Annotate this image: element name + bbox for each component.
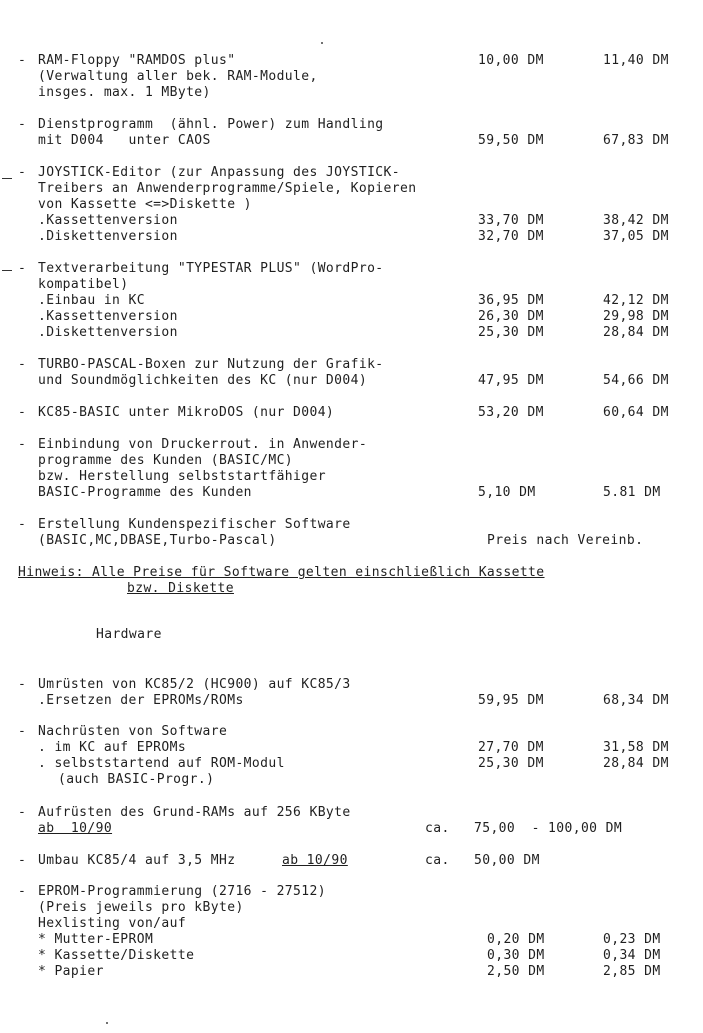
price-net: 47,95 DM <box>478 373 544 388</box>
bullet-dash: - <box>18 261 27 276</box>
item-line: RAM-Floppy "RAMDOS plus" <box>38 53 236 68</box>
price-gross: 2,85 DM <box>603 964 661 979</box>
item-line: KC85-BASIC unter MikroDOS (nur D004) <box>38 405 335 420</box>
item-line: BASIC-Programme des Kunden <box>38 485 252 500</box>
bullet-dash: - <box>18 357 27 372</box>
price-gross: 5.81 DM <box>603 485 661 500</box>
price-net: 33,70 DM <box>478 213 544 228</box>
price-gross: 28,84 DM <box>603 325 669 340</box>
price-net: 2,50 DM <box>487 964 545 979</box>
price-gross: 54,66 DM <box>603 373 669 388</box>
item-line: programme des Kunden (BASIC/MC) <box>38 453 294 468</box>
item-line: und Soundmöglichkeiten des KC (nur D004) <box>38 373 368 388</box>
item-line: von Kassette <=>Diskette ) <box>38 197 252 212</box>
item-line: Dienstprogramm (ähnl. Power) zum Handling <box>38 117 384 132</box>
availability-date: ab 10/90 <box>282 853 348 868</box>
price-gross: 31,58 DM <box>603 740 669 755</box>
price-gross: 60,64 DM <box>603 405 669 420</box>
price-gross: 0,23 DM <box>603 932 661 947</box>
scan-speck <box>321 42 323 44</box>
price-net: 36,95 DM <box>478 293 544 308</box>
item-line: Umbau KC85/4 auf 3,5 MHz <box>38 853 236 868</box>
price-net: 25,30 DM <box>478 756 544 771</box>
item-line: (BASIC,MC,DBASE,Turbo-Pascal) <box>38 533 277 548</box>
price-gross: 38,42 DM <box>603 213 669 228</box>
variant-label: . selbststartend auf ROM-Modul <box>38 756 285 771</box>
variant-label: .Einbau in KC <box>38 293 145 308</box>
scan-speck <box>106 1022 108 1024</box>
variant-label: .Kassettenversion <box>38 309 178 324</box>
item-line: mit D004 unter CAOS <box>38 133 211 148</box>
price-net: 5,10 DM <box>478 485 536 500</box>
price-gross: 67,83 DM <box>603 133 669 148</box>
item-line: (Preis jeweils pro kByte) <box>38 900 244 915</box>
price-gross: 0,34 DM <box>603 948 661 963</box>
notice-line-1: Hinweis: Alle Preise für Software gelten einschließlich Kassette <box>18 565 545 580</box>
availability-date: ab 10/90 <box>38 821 113 836</box>
bullet-dash: - <box>18 405 27 420</box>
item-line: kompatibel) <box>38 277 129 292</box>
variant-label: .Kassettenversion <box>38 213 178 228</box>
bullet-dash: - <box>18 884 27 899</box>
item-line: insges. max. 1 MByte) <box>38 85 211 100</box>
variant-label: .Diskettenversion <box>38 229 178 244</box>
price-net: 59,50 DM <box>478 133 544 148</box>
item-line: EPROM-Programmierung (2716 - 27512) <box>38 884 326 899</box>
price-gross: 37,05 DM <box>603 229 669 244</box>
bullet-dash: - <box>18 805 27 820</box>
variant-label: * Mutter-EPROM <box>38 932 154 947</box>
bullet-dash: - <box>18 53 27 68</box>
bullet-dash: - <box>18 724 27 739</box>
item-line: Erstellung Kundenspezifischer Software <box>38 517 351 532</box>
price-net: 53,20 DM <box>478 405 544 420</box>
bullet-dash: - <box>18 117 27 132</box>
price-gross: 29,98 DM <box>603 309 669 324</box>
price-net: 26,30 DM <box>478 309 544 324</box>
item-line: JOYSTICK-Editor (zur Anpassung des JOYSTICK- <box>38 165 400 180</box>
item-line: Einbindung von Druckerrout. in Anwender- <box>38 437 368 452</box>
item-line: (Verwaltung aller bek. RAM-Module, <box>38 69 318 84</box>
variant-label: .Ersetzen der EPROMs/ROMs <box>38 693 244 708</box>
bullet-dash: - <box>18 437 27 452</box>
item-line: Umrüsten von KC85/2 (HC900) auf KC85/3 <box>38 677 351 692</box>
price-net: 25,30 DM <box>478 325 544 340</box>
price-gross: 68,34 DM <box>603 693 669 708</box>
price-net: 32,70 DM <box>478 229 544 244</box>
item-line: Nachrüsten von Software <box>38 724 228 739</box>
bullet-dash: - <box>18 165 27 180</box>
price-gross: 28,84 DM <box>603 756 669 771</box>
item-line: Aufrüsten des Grund-RAMs auf 256 KByte <box>38 805 351 820</box>
variant-label: .Diskettenversion <box>38 325 178 340</box>
margin-mark <box>2 270 12 271</box>
bullet-dash: - <box>18 677 27 692</box>
variant-label: * Papier <box>38 964 104 979</box>
variant-note: (auch BASIC-Progr.) <box>58 772 215 787</box>
margin-mark <box>2 178 12 179</box>
price: 50,00 DM <box>474 853 540 868</box>
price-note: Preis nach Vereinb. <box>487 533 644 548</box>
variant-label: . im KC auf EPROMs <box>38 740 187 755</box>
variant-label: * Kassette/Diskette <box>38 948 195 963</box>
item-line: Hexlisting von/auf <box>38 916 187 931</box>
item-line: TURBO-PASCAL-Boxen zur Nutzung der Grafik- <box>38 357 384 372</box>
hardware-heading: Hardware <box>96 627 162 642</box>
price-gross: 11,40 DM <box>603 53 669 68</box>
item-line: bzw. Herstellung selbststartfähiger <box>38 469 326 484</box>
approx-label: ca. <box>425 853 450 868</box>
bullet-dash: - <box>18 517 27 532</box>
price-net: 27,70 DM <box>478 740 544 755</box>
item-line: Textverarbeitung "TYPESTAR PLUS" (WordPro- <box>38 261 384 276</box>
bullet-dash: - <box>18 853 27 868</box>
item-line: Treibers an Anwenderprogramme/Spiele, Kopieren <box>38 181 417 196</box>
price-net: 0,20 DM <box>487 932 545 947</box>
price-net: 10,00 DM <box>478 53 544 68</box>
price-range: 75,00 - 100,00 DM <box>474 821 623 836</box>
price-net: 0,30 DM <box>487 948 545 963</box>
price-net: 59,95 DM <box>478 693 544 708</box>
notice-line-2: bzw. Diskette <box>127 581 234 596</box>
approx-label: ca. <box>425 821 450 836</box>
price-gross: 42,12 DM <box>603 293 669 308</box>
